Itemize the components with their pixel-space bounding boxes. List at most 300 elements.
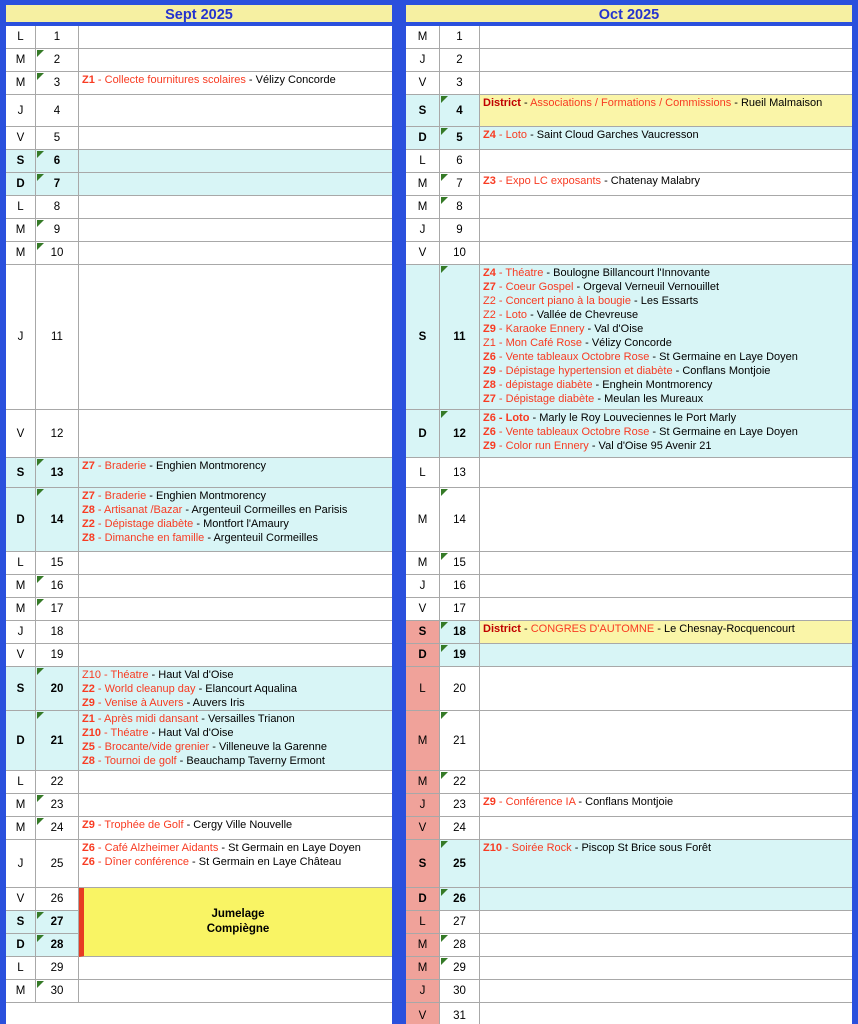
- day-number: 3: [456, 77, 463, 89]
- day-letter: M: [15, 54, 26, 66]
- day-events-cell[interactable]: [79, 711, 392, 771]
- day-letter: L: [419, 916, 426, 928]
- event-separator: -: [520, 623, 531, 635]
- day-events-cell[interactable]: [480, 410, 852, 458]
- day-letter-cell[interactable]: [406, 934, 440, 957]
- day-number: 14: [50, 513, 64, 526]
- event-name: - Concert piano à la bougie: [495, 295, 631, 307]
- event-zone-code: Z10: [82, 727, 101, 739]
- day-events-cell[interactable]: [480, 265, 852, 410]
- event-location: - Elancourt Aqualina: [195, 683, 298, 695]
- day-letter: M: [15, 799, 26, 811]
- day-number-cell[interactable]: [36, 934, 79, 957]
- event-name: - Mon Café Rose: [495, 337, 583, 349]
- note-marker-icon: [37, 795, 44, 802]
- day-letter-cell[interactable]: [6, 72, 36, 95]
- day-events-cell[interactable]: [480, 888, 852, 911]
- day-letter-cell[interactable]: [6, 711, 36, 771]
- day-number-cell[interactable]: [36, 196, 79, 219]
- event-name: - Théatre: [495, 267, 544, 279]
- day-letter: S: [418, 331, 427, 343]
- day-number: 24: [50, 822, 64, 834]
- day-letter-cell[interactable]: [6, 667, 36, 711]
- day-letter-cell[interactable]: [6, 242, 36, 265]
- event-entry: [483, 128, 850, 142]
- day-events-cell[interactable]: [480, 957, 852, 980]
- day-events-cell[interactable]: [79, 410, 392, 458]
- day-letter-cell[interactable]: [6, 980, 36, 1003]
- day-letter-cell[interactable]: [6, 840, 36, 888]
- day-letter-cell[interactable]: [406, 980, 440, 1003]
- day-number-cell[interactable]: [36, 150, 79, 173]
- day-events-cell[interactable]: [480, 598, 852, 621]
- note-marker-icon: [441, 622, 448, 629]
- day-events-cell[interactable]: [79, 644, 392, 667]
- day-number-cell[interactable]: [36, 72, 79, 95]
- day-letter: M: [417, 513, 428, 526]
- day-number-cell[interactable]: [36, 957, 79, 980]
- day-letter: S: [16, 155, 25, 167]
- day-number-cell[interactable]: [36, 488, 79, 552]
- day-events-cell[interactable]: [79, 840, 392, 888]
- day-events-cell[interactable]: [79, 957, 392, 980]
- day-letter: J: [419, 580, 426, 592]
- day-letter-cell[interactable]: [6, 771, 36, 794]
- day-number-cell[interactable]: [36, 644, 79, 667]
- day-events-cell[interactable]: [79, 242, 392, 265]
- day-events-cell[interactable]: [480, 150, 852, 173]
- day-letter-cell[interactable]: [406, 794, 440, 817]
- day-letter-cell[interactable]: [6, 219, 36, 242]
- day-letter: V: [418, 603, 427, 615]
- day-number: 7: [53, 178, 61, 190]
- day-number-cell[interactable]: [36, 980, 79, 1003]
- day-letter-cell[interactable]: [406, 488, 440, 552]
- day-letter-cell[interactable]: [6, 644, 36, 667]
- day-number-cell[interactable]: [440, 410, 480, 458]
- day-events-cell[interactable]: [79, 49, 392, 72]
- day-letter-cell[interactable]: [406, 26, 440, 49]
- event-name: - Vente tableaux Octobre Rose: [495, 351, 650, 363]
- day-events-cell[interactable]: [480, 26, 852, 49]
- event-name: - Café Alzheimer Aidants: [94, 842, 219, 854]
- day-letter-cell[interactable]: [406, 72, 440, 95]
- event-location: - Haut Val d'Oise: [148, 669, 234, 681]
- day-number-cell[interactable]: [36, 26, 79, 49]
- day-letter-cell[interactable]: [406, 817, 440, 840]
- note-marker-icon: [37, 668, 44, 675]
- day-events-cell[interactable]: [480, 458, 852, 488]
- day-number-cell[interactable]: [36, 711, 79, 771]
- day-number-cell[interactable]: [440, 980, 480, 1003]
- note-marker-icon: [441, 96, 448, 103]
- day-letter-cell[interactable]: [406, 1003, 440, 1024]
- day-letter-cell[interactable]: [406, 711, 440, 771]
- day-number-cell[interactable]: [440, 150, 480, 173]
- day-letter-cell[interactable]: [6, 488, 36, 552]
- event-location: - Piscop St Brice sous Forêt: [571, 842, 712, 854]
- day-number-cell[interactable]: [440, 934, 480, 957]
- day-letter-cell[interactable]: [6, 49, 36, 72]
- event-entry: [483, 392, 850, 406]
- day-letter-cell[interactable]: [406, 957, 440, 980]
- day-events-cell[interactable]: [480, 72, 852, 95]
- day-number-cell[interactable]: [36, 242, 79, 265]
- note-marker-icon: [37, 73, 44, 80]
- day-number: 21: [453, 734, 466, 747]
- day-events-cell[interactable]: [480, 621, 852, 644]
- day-number: 5: [53, 132, 61, 144]
- day-letter-cell[interactable]: [406, 150, 440, 173]
- day-events-cell[interactable]: [480, 934, 852, 957]
- day-number: 20: [50, 682, 64, 695]
- day-events-cell[interactable]: [79, 173, 392, 196]
- day-events-cell[interactable]: [480, 817, 852, 840]
- event-zone-code: Z10: [82, 669, 101, 681]
- day-events-cell[interactable]: [79, 552, 392, 575]
- day-events-cell[interactable]: [480, 95, 852, 127]
- event-name: - Dépistage diabète: [94, 518, 194, 530]
- day-events-cell[interactable]: [480, 219, 852, 242]
- day-number-cell[interactable]: [440, 575, 480, 598]
- day-number-cell[interactable]: [36, 911, 79, 934]
- day-number: 13: [453, 466, 466, 479]
- day-events-cell[interactable]: [480, 242, 852, 265]
- event-entry: [483, 439, 850, 453]
- day-letter-cell[interactable]: [6, 934, 36, 957]
- note-marker-icon: [441, 935, 448, 942]
- day-number: 1: [53, 31, 61, 43]
- day-events-cell[interactable]: [79, 621, 392, 644]
- day-events-cell[interactable]: [480, 552, 852, 575]
- day-letter-cell[interactable]: [406, 644, 440, 667]
- day-events-cell[interactable]: [79, 26, 392, 49]
- day-events-cell[interactable]: [79, 817, 392, 840]
- event-location: - Villeneuve la Garenne: [209, 741, 328, 753]
- event-entry: [483, 96, 850, 110]
- event-name: - Théatre: [100, 669, 149, 681]
- day-number-cell[interactable]: [440, 598, 480, 621]
- day-letter: S: [418, 626, 427, 638]
- day-number-cell[interactable]: [440, 127, 480, 150]
- day-number-cell[interactable]: [36, 840, 79, 888]
- day-number-cell[interactable]: [440, 840, 480, 888]
- day-letter-cell[interactable]: [6, 621, 36, 644]
- day-letter-cell[interactable]: [406, 95, 440, 127]
- day-letter-cell[interactable]: [406, 173, 440, 196]
- day-letter: J: [17, 857, 24, 870]
- day-letter-cell[interactable]: [6, 911, 36, 934]
- day-letter-cell[interactable]: [406, 219, 440, 242]
- day-events-cell[interactable]: [79, 219, 392, 242]
- note-marker-icon: [37, 981, 44, 988]
- note-marker-icon: [441, 772, 448, 779]
- day-events-cell[interactable]: [480, 173, 852, 196]
- event-zone-code: Z9: [483, 323, 496, 335]
- day-letter-cell[interactable]: [406, 888, 440, 911]
- day-letter-cell[interactable]: [406, 911, 440, 934]
- day-number-cell[interactable]: [440, 552, 480, 575]
- event-zone-code: Z6: [82, 856, 95, 868]
- event-entry: [483, 336, 850, 350]
- day-number-cell[interactable]: [36, 219, 79, 242]
- day-number: 11: [51, 331, 63, 343]
- event-location: - Orgeval Verneuil Vernouillet: [573, 281, 720, 293]
- day-number-cell[interactable]: [440, 219, 480, 242]
- day-number: 13: [50, 466, 64, 479]
- day-number: 6: [456, 155, 463, 167]
- day-letter-cell[interactable]: [406, 621, 440, 644]
- day-events-cell[interactable]: [79, 127, 392, 150]
- day-number: 29: [50, 962, 64, 974]
- day-letter-cell[interactable]: [6, 794, 36, 817]
- event-location: - Argenteuil Cormeilles en Parisis: [182, 504, 348, 516]
- day-letter: D: [418, 427, 427, 440]
- day-number: 28: [453, 939, 466, 951]
- day-events-cell[interactable]: [480, 711, 852, 771]
- day-number-cell[interactable]: [36, 575, 79, 598]
- day-letter: L: [419, 682, 426, 695]
- event-entry: [82, 73, 390, 87]
- day-letter-cell[interactable]: [6, 95, 36, 127]
- day-events-cell[interactable]: [480, 49, 852, 72]
- day-letter-cell[interactable]: [406, 598, 440, 621]
- day-events-cell[interactable]: [480, 667, 852, 711]
- day-number-cell[interactable]: [440, 488, 480, 552]
- event-entry: [483, 350, 850, 364]
- day-number-cell[interactable]: [36, 552, 79, 575]
- event-entry: [82, 818, 390, 832]
- event-zone-code: Z7: [82, 460, 95, 472]
- day-letter: S: [16, 682, 25, 695]
- day-events-cell[interactable]: [480, 911, 852, 934]
- day-events-cell[interactable]: [79, 980, 392, 1003]
- day-events-cell[interactable]: [79, 794, 392, 817]
- day-events-cell[interactable]: [480, 840, 852, 888]
- day-letter: M: [417, 776, 428, 788]
- day-letter-cell[interactable]: [6, 888, 36, 911]
- day-letter-cell[interactable]: [406, 552, 440, 575]
- day-letter: J: [419, 985, 426, 997]
- event-entry: [483, 841, 850, 855]
- day-number-cell[interactable]: [440, 49, 480, 72]
- day-number: 23: [50, 799, 64, 811]
- day-events-cell[interactable]: [79, 150, 392, 173]
- day-letter-cell[interactable]: [406, 410, 440, 458]
- day-number-cell[interactable]: [36, 621, 79, 644]
- day-number: 26: [50, 893, 64, 905]
- day-letter-cell[interactable]: [6, 458, 36, 488]
- day-letter-cell[interactable]: [6, 265, 36, 410]
- event-name: - Conférence IA: [495, 796, 576, 808]
- event-entry: [82, 531, 390, 545]
- day-letter-cell[interactable]: [6, 127, 36, 150]
- day-letter-cell[interactable]: [6, 817, 36, 840]
- day-number-cell[interactable]: [36, 265, 79, 410]
- day-letter: S: [16, 916, 25, 928]
- day-letter-cell[interactable]: [6, 598, 36, 621]
- day-letter: J: [17, 626, 24, 638]
- day-letter: V: [418, 247, 427, 259]
- day-number-cell[interactable]: [440, 265, 480, 410]
- day-events-cell[interactable]: [79, 488, 392, 552]
- day-letter-cell[interactable]: [6, 26, 36, 49]
- day-number-cell[interactable]: [36, 771, 79, 794]
- day-letter-cell[interactable]: [406, 458, 440, 488]
- event-zone-code: Z4: [483, 129, 496, 141]
- day-letter-cell[interactable]: [6, 410, 36, 458]
- day-number-cell[interactable]: [440, 26, 480, 49]
- day-events-cell[interactable]: [480, 575, 852, 598]
- day-letter: D: [16, 734, 25, 747]
- day-letter-cell[interactable]: [406, 840, 440, 888]
- day-events-cell[interactable]: [480, 644, 852, 667]
- day-number-cell[interactable]: [440, 173, 480, 196]
- day-letter-cell[interactable]: [6, 196, 36, 219]
- event-location: - Versailles Trianon: [198, 713, 295, 725]
- day-letter-cell[interactable]: [406, 667, 440, 711]
- day-events-cell[interactable]: [480, 196, 852, 219]
- event-entry: [82, 740, 390, 754]
- event-location: - Conflans Montjoie: [575, 796, 674, 808]
- day-number-cell[interactable]: [440, 911, 480, 934]
- day-letter: L: [17, 962, 24, 974]
- day-number-cell[interactable]: [440, 771, 480, 794]
- day-number-cell[interactable]: [440, 72, 480, 95]
- day-letter: M: [417, 557, 428, 569]
- note-marker-icon: [441, 128, 448, 135]
- day-number-cell[interactable]: [36, 817, 79, 840]
- month-title-oct[interactable]: Oct 2025: [406, 5, 852, 26]
- day-letter-cell[interactable]: [406, 265, 440, 410]
- day-number-cell[interactable]: [36, 49, 79, 72]
- day-events-cell[interactable]: [79, 95, 392, 127]
- event-zone-code: Z1: [82, 713, 95, 725]
- event-location: - St Germaine en Laye Doyen: [649, 426, 798, 438]
- day-events-cell[interactable]: [480, 980, 852, 1003]
- day-number-cell[interactable]: [440, 794, 480, 817]
- day-letter: L: [419, 466, 426, 479]
- day-events-cell[interactable]: [79, 458, 392, 488]
- day-events-cell[interactable]: [480, 488, 852, 552]
- day-number-cell[interactable]: [36, 458, 79, 488]
- note-marker-icon: [37, 935, 44, 942]
- day-number: 8: [456, 201, 463, 213]
- event-entry: [82, 517, 390, 531]
- day-events-cell[interactable]: [79, 265, 392, 410]
- day-number-cell[interactable]: [36, 410, 79, 458]
- day-letter-cell[interactable]: [406, 196, 440, 219]
- day-number: 15: [50, 557, 64, 569]
- event-location: - Saint Cloud Garches Vaucresson: [527, 129, 699, 141]
- event-zone-code: Z6: [483, 351, 496, 363]
- event-zone-code: Z9: [82, 697, 95, 709]
- day-number-cell[interactable]: [36, 888, 79, 911]
- event-location: - Montfort l'Amaury: [193, 518, 289, 530]
- event-entry: [82, 503, 390, 517]
- day-number: 3: [53, 77, 61, 89]
- day-number: 18: [453, 626, 466, 638]
- event-zone-code: Z6: [82, 842, 95, 854]
- event-location: - Le Chesnay-Rocquencourt: [654, 623, 795, 635]
- jumelage-merged-cell[interactable]: [79, 888, 392, 957]
- day-events-cell[interactable]: [79, 575, 392, 598]
- day-events-cell[interactable]: [480, 771, 852, 794]
- day-events-cell[interactable]: [480, 127, 852, 150]
- day-letter: M: [15, 224, 26, 236]
- event-entry: [483, 364, 850, 378]
- day-number-cell[interactable]: [440, 196, 480, 219]
- day-letter-cell[interactable]: [6, 173, 36, 196]
- day-number-cell[interactable]: [36, 173, 79, 196]
- day-events-cell[interactable]: [480, 1003, 852, 1024]
- day-letter-cell[interactable]: [406, 127, 440, 150]
- note-marker-icon: [441, 841, 448, 848]
- day-number-cell[interactable]: [440, 711, 480, 771]
- event-entry: [82, 841, 390, 855]
- day-events-cell[interactable]: [79, 667, 392, 711]
- day-letter-cell[interactable]: [406, 575, 440, 598]
- day-letter: J: [17, 104, 24, 117]
- event-name: - Collecte fournitures scolaires: [94, 74, 246, 86]
- day-number-cell[interactable]: [440, 957, 480, 980]
- event-location: - Enghein Montmorency: [592, 379, 713, 391]
- day-number: 16: [453, 580, 466, 592]
- day-number-cell[interactable]: [440, 458, 480, 488]
- day-letter: J: [419, 799, 426, 811]
- day-number: 2: [53, 54, 61, 66]
- day-letter-cell[interactable]: [6, 957, 36, 980]
- day-number-cell[interactable]: [440, 667, 480, 711]
- event-entry: [483, 378, 850, 392]
- day-events-cell[interactable]: [480, 794, 852, 817]
- day-number-cell[interactable]: [440, 888, 480, 911]
- month-title-sept[interactable]: Sept 2025: [6, 5, 392, 26]
- day-number-cell[interactable]: [440, 95, 480, 127]
- day-number-cell[interactable]: [36, 95, 79, 127]
- day-letter-cell[interactable]: [6, 575, 36, 598]
- event-location: - St Germaine en Laye Doyen: [649, 351, 798, 363]
- day-number-cell[interactable]: [36, 598, 79, 621]
- event-name: - Vente tableaux Octobre Rose: [495, 426, 650, 438]
- day-number-cell[interactable]: [440, 817, 480, 840]
- note-marker-icon: [37, 599, 44, 606]
- event-zone-code: Z1: [483, 337, 496, 349]
- day-number-cell[interactable]: [36, 127, 79, 150]
- event-name: - Loto: [495, 309, 528, 321]
- event-entry: [82, 668, 390, 682]
- day-number-cell[interactable]: [440, 1003, 480, 1024]
- day-number-cell[interactable]: [440, 242, 480, 265]
- day-number-cell[interactable]: [440, 644, 480, 667]
- day-number-cell[interactable]: [36, 667, 79, 711]
- day-events-cell[interactable]: [79, 771, 392, 794]
- day-number-cell[interactable]: [440, 621, 480, 644]
- note-marker-icon: [441, 411, 448, 418]
- day-letter-cell[interactable]: [406, 49, 440, 72]
- day-events-cell[interactable]: [79, 196, 392, 219]
- day-letter: D: [16, 513, 25, 526]
- day-events-cell[interactable]: [79, 72, 392, 95]
- day-number-cell[interactable]: [36, 794, 79, 817]
- day-letter-cell[interactable]: [6, 150, 36, 173]
- day-letter: L: [17, 31, 24, 43]
- day-letter-cell[interactable]: [406, 242, 440, 265]
- day-letter-cell[interactable]: [406, 771, 440, 794]
- day-events-cell[interactable]: [79, 598, 392, 621]
- event-zone-code: Z8: [82, 532, 95, 544]
- day-letter-cell[interactable]: [6, 552, 36, 575]
